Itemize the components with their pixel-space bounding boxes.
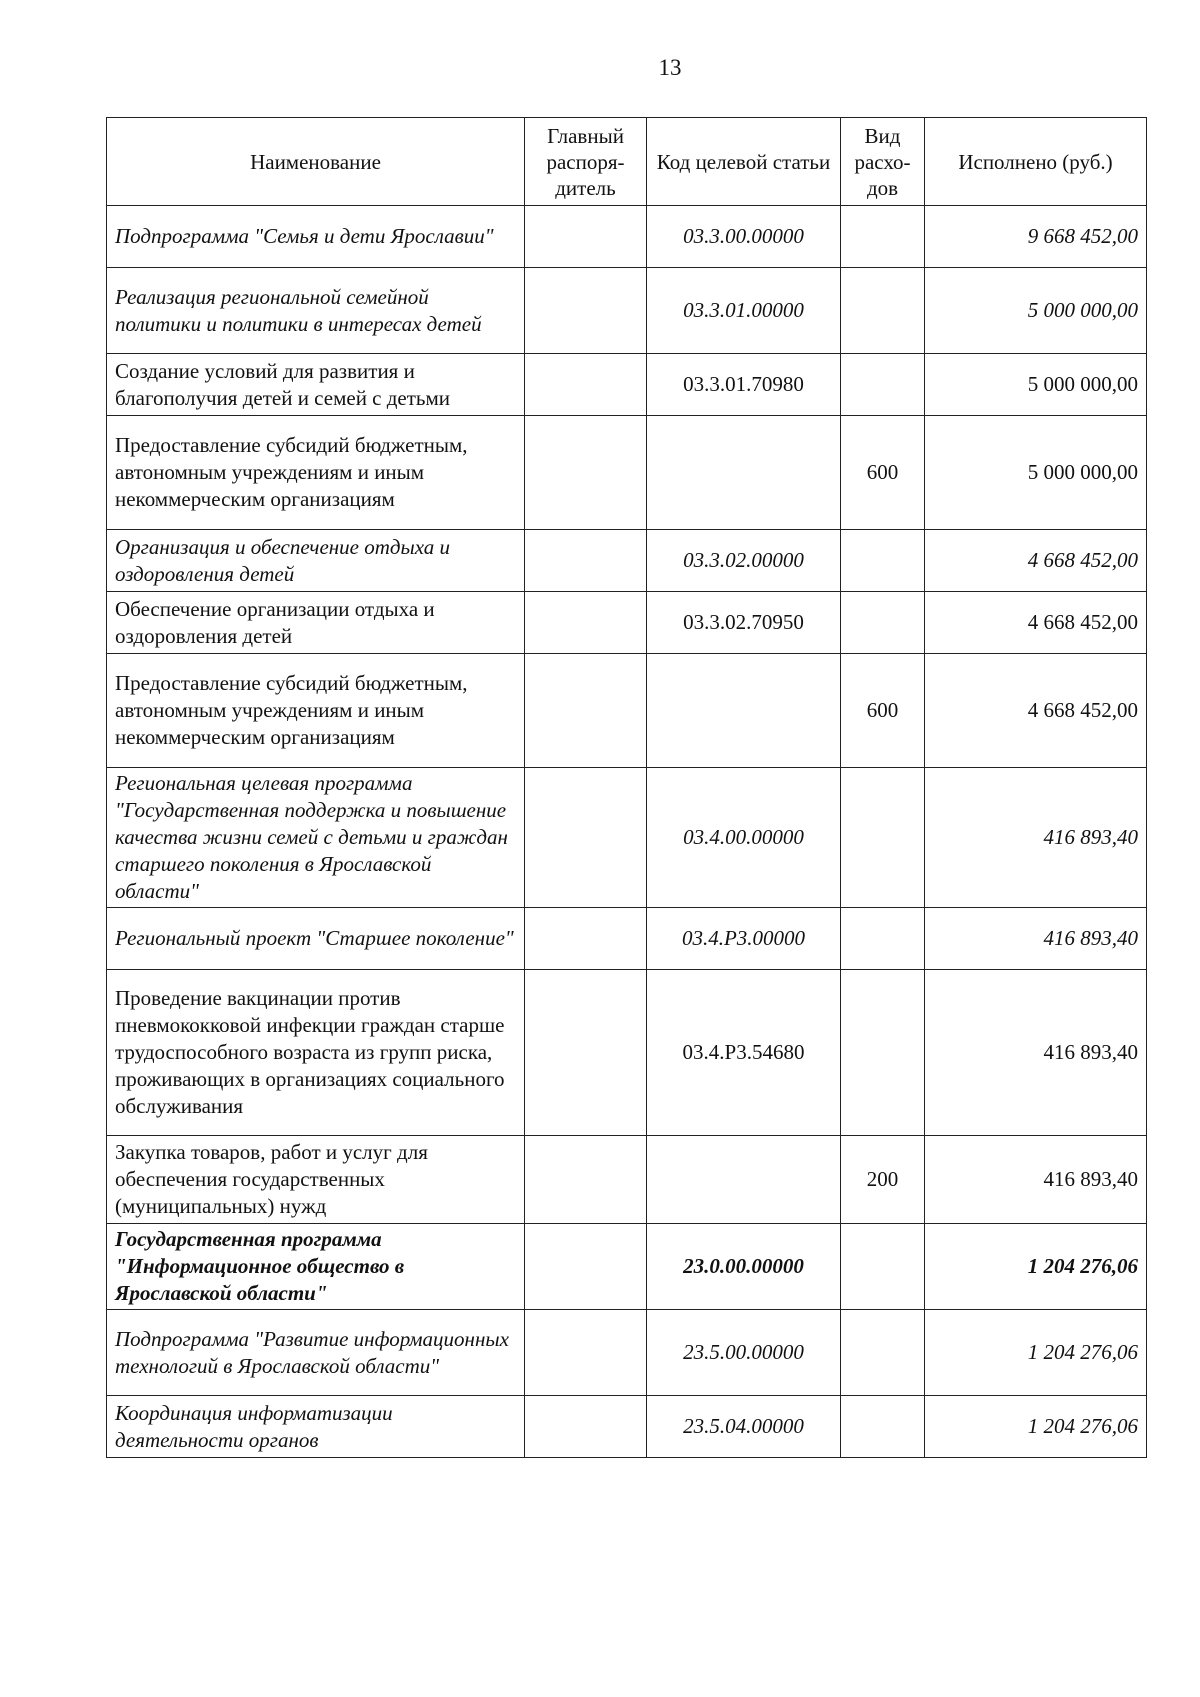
row-type xyxy=(841,970,925,1136)
table-row xyxy=(107,654,1147,768)
row-amount: 1 204 276,06 xyxy=(925,1310,1147,1396)
table-row xyxy=(107,592,1147,654)
row-type xyxy=(841,592,925,654)
header-manager: Главный распоря-дитель xyxy=(525,118,647,206)
row-amount: 5 000 000,00 xyxy=(925,268,1147,354)
row-amount: 416 893,40 xyxy=(925,908,1147,970)
row-name: Подпрограмма "Развитие информационных технологий в Ярославской области" xyxy=(107,1310,525,1396)
row-amount: 5 000 000,00 xyxy=(925,416,1147,530)
table-row xyxy=(107,1396,1147,1458)
table-row xyxy=(107,1136,1147,1224)
row-amount: 416 893,40 xyxy=(925,970,1147,1136)
row-type xyxy=(841,1396,925,1458)
row-name: Региональный проект "Старшее поколение" xyxy=(107,908,525,970)
budget-execution-table xyxy=(106,117,1147,1458)
row-name: Обеспечение организации отдыха и оздоровления детей xyxy=(107,592,525,654)
row-name: Подпрограмма "Семья и дети Ярославии" xyxy=(107,206,525,268)
row-type xyxy=(841,768,925,908)
row-manager xyxy=(525,530,647,592)
row-code: 03.4.P3.00000 xyxy=(647,908,841,970)
row-manager xyxy=(525,768,647,908)
row-type xyxy=(841,908,925,970)
row-manager xyxy=(525,970,647,1136)
row-type: 600 xyxy=(841,654,925,768)
row-name: Проведение вакцинации против пневмококковой инфекции граждан старше трудоспособного возраста из групп риска, проживающих в организациях социального обслуживания xyxy=(107,970,525,1136)
table-row xyxy=(107,206,1147,268)
row-manager xyxy=(525,1224,647,1310)
row-amount: 4 668 452,00 xyxy=(925,654,1147,768)
row-manager xyxy=(525,1136,647,1224)
row-manager xyxy=(525,592,647,654)
table-body xyxy=(107,206,1147,1458)
row-code xyxy=(647,654,841,768)
row-name: Координация информатизации деятельности органов xyxy=(107,1396,525,1458)
row-code: 23.0.00.00000 xyxy=(647,1224,841,1310)
row-type: 600 xyxy=(841,416,925,530)
row-name: Региональная целевая программа "Государственная поддержка и повышение качества жизни семей с детьми и граждан старшего поколения в Ярославской области" xyxy=(107,768,525,908)
row-amount: 4 668 452,00 xyxy=(925,592,1147,654)
row-amount: 9 668 452,00 xyxy=(925,206,1147,268)
row-code xyxy=(647,416,841,530)
row-type xyxy=(841,354,925,416)
row-name: Закупка товаров, работ и услуг для обеспечения государственных (муниципальных) нужд xyxy=(107,1136,525,1224)
row-manager xyxy=(525,354,647,416)
row-amount: 1 204 276,06 xyxy=(925,1396,1147,1458)
row-type xyxy=(841,206,925,268)
row-type xyxy=(841,1224,925,1310)
row-manager xyxy=(525,1310,647,1396)
row-manager xyxy=(525,654,647,768)
row-code: 03.4.00.00000 xyxy=(647,768,841,908)
row-amount: 416 893,40 xyxy=(925,768,1147,908)
row-amount: 1 204 276,06 xyxy=(925,1224,1147,1310)
header-name: Наименование xyxy=(107,118,525,206)
table-row xyxy=(107,530,1147,592)
row-manager xyxy=(525,268,647,354)
row-name: Реализация региональной семейной политики и политики в интересах детей xyxy=(107,268,525,354)
row-type xyxy=(841,268,925,354)
row-name: Создание условий для развития и благополучия детей и семей с детьми xyxy=(107,354,525,416)
header-executed: Исполнено (руб.) xyxy=(925,118,1147,206)
row-code: 03.3.01.00000 xyxy=(647,268,841,354)
row-name: Предоставление субсидий бюджетным, автономным учреждениям и иным некоммерческим организациям xyxy=(107,416,525,530)
row-amount: 5 000 000,00 xyxy=(925,354,1147,416)
row-code: 03.4.P3.54680 xyxy=(647,970,841,1136)
row-manager xyxy=(525,1396,647,1458)
table-row xyxy=(107,354,1147,416)
row-name: Предоставление субсидий бюджетным, автономным учреждениям и иным некоммерческим организациям xyxy=(107,654,525,768)
table-row xyxy=(107,908,1147,970)
header-type: Вид расхо-дов xyxy=(841,118,925,206)
row-amount: 416 893,40 xyxy=(925,1136,1147,1224)
row-name: Организация и обеспечение отдыха и оздоровления детей xyxy=(107,530,525,592)
row-code: 23.5.00.00000 xyxy=(647,1310,841,1396)
table-row xyxy=(107,416,1147,530)
table-row xyxy=(107,1224,1147,1310)
row-manager xyxy=(525,206,647,268)
row-manager xyxy=(525,908,647,970)
table-row xyxy=(107,268,1147,354)
row-manager xyxy=(525,416,647,530)
row-name: Государственная программа "Информационное общество в Ярославской области" xyxy=(107,1224,525,1310)
page-number: 13 xyxy=(658,55,682,80)
row-type: 200 xyxy=(841,1136,925,1224)
row-code: 03.3.01.70980 xyxy=(647,354,841,416)
table-row xyxy=(107,768,1147,908)
row-type xyxy=(841,1310,925,1396)
table-row xyxy=(107,1310,1147,1396)
header-code: Код целевой статьи xyxy=(647,118,841,206)
row-code: 23.5.04.00000 xyxy=(647,1396,841,1458)
row-code: 03.3.00.00000 xyxy=(647,206,841,268)
row-type xyxy=(841,530,925,592)
row-code: 03.3.02.70950 xyxy=(647,592,841,654)
table-header xyxy=(107,118,1147,206)
table-row xyxy=(107,970,1147,1136)
row-amount: 4 668 452,00 xyxy=(925,530,1147,592)
row-code: 03.3.02.00000 xyxy=(647,530,841,592)
row-code xyxy=(647,1136,841,1224)
